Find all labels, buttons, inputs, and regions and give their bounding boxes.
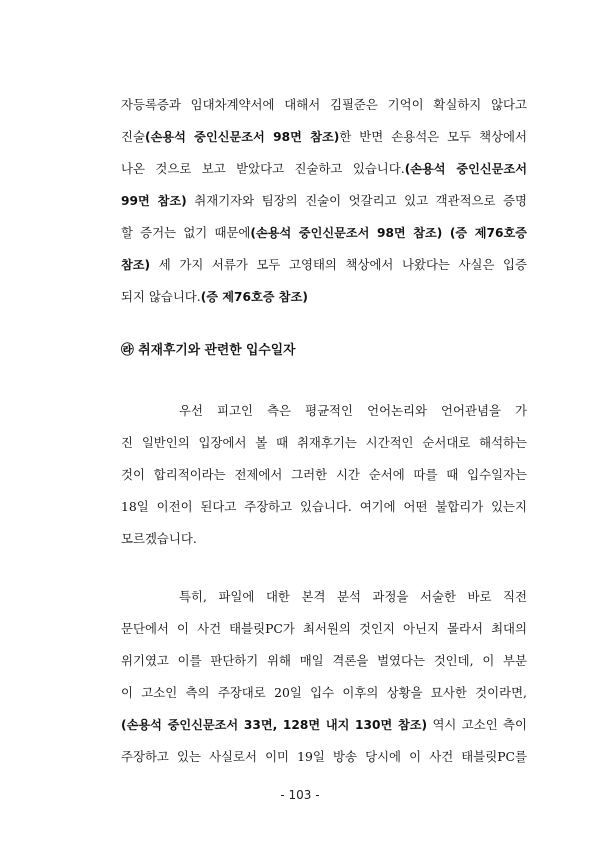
p3-line-4: 이 고소인 측의 주장대로 20일 입수 이후의 상황을 묘사한 것이라면,	[121, 685, 527, 700]
p3-line-1: 특히, 파일에 대한 본격 분석 과정을 서술한 바로 직전	[179, 589, 527, 604]
p1-line-7: 되지 않습니다.(증 제76호증 참조)	[121, 289, 308, 304]
p2-line-3: 것이 합리적이라는 전제에서 그러한 시간 순서에 따를 때 입수일자는	[121, 467, 527, 482]
p3-line-6: 주장하고 있는 사실로서 이미 19일 방송 당시에 이 사건 태블릿PC를	[121, 749, 527, 764]
citation: 99면 참조)	[121, 194, 187, 208]
citation: 참조)	[121, 258, 151, 272]
page-number: - 103 -	[280, 788, 320, 802]
p3-line-2: 문단에서 이 사건 태블릿PC가 최서원의 것인지 아닌지 몰라서 최대의	[121, 621, 527, 636]
p2-line-1: 우선 피고인 측은 평균적인 언어논리와 언어관념을 가	[179, 403, 527, 418]
p1-line-6: 참조) 세 가지 서류가 모두 고영태의 책상에서 나왔다는 사실은 입증	[121, 257, 527, 272]
p1-line-5: 할 증거는 없기 때문에(손용석 중인신문조서 98면 참조) (증 제76호증	[121, 225, 527, 240]
citation: (손용석 중인신문조서 98면 참조)	[144, 130, 340, 144]
section-heading: ㉱ 취재후기와 관련한 입수일자	[121, 343, 296, 358]
p2-line-2: 진 일반인의 입장에서 볼 때 취재후기는 시간적인 순서대로 해석하는	[121, 435, 527, 450]
p1-line-1: 자등록증과 임대차계약서에 대해서 김필준은 기억이 확실하지 않다고	[121, 97, 527, 112]
p2-line-4: 18일 이전이 된다고 주장하고 있습니다. 여기에 어떤 불합리가 있는지	[121, 499, 527, 514]
citation: (손용석 중인신문조서	[404, 162, 527, 176]
citation: (손용석 중인신문조서 33면, 128면 내지 130면 참조)	[121, 718, 428, 732]
citation: (손용석 중인신문조서 98면 참조) (증 제76호증	[250, 226, 527, 240]
p1-line-4: 99면 참조) 취재기자와 팀장의 진술이 엇갈리고 있고 객관적으로 증명	[121, 193, 527, 208]
p1-line-3: 나온 것으로 보고 받았다고 진술하고 있습니다.(손용석 중인신문조서	[121, 161, 527, 176]
p3-line-3: 위기였고 이를 판단하기 위해 매일 격론을 벌였다는 것인데, 이 부분	[121, 653, 527, 668]
p1-line-2: 진술(손용석 중인신문조서 98면 참조)한 반면 손용석은 모두 책상에서	[121, 129, 527, 144]
p2-line-5: 모르겠습니다.	[121, 531, 197, 546]
p3-line-5: (손용석 중인신문조서 33면, 128면 내지 130면 참조) 역시 고소인 측이	[121, 717, 527, 732]
citation: (증 제76호증 참조)	[200, 290, 308, 304]
